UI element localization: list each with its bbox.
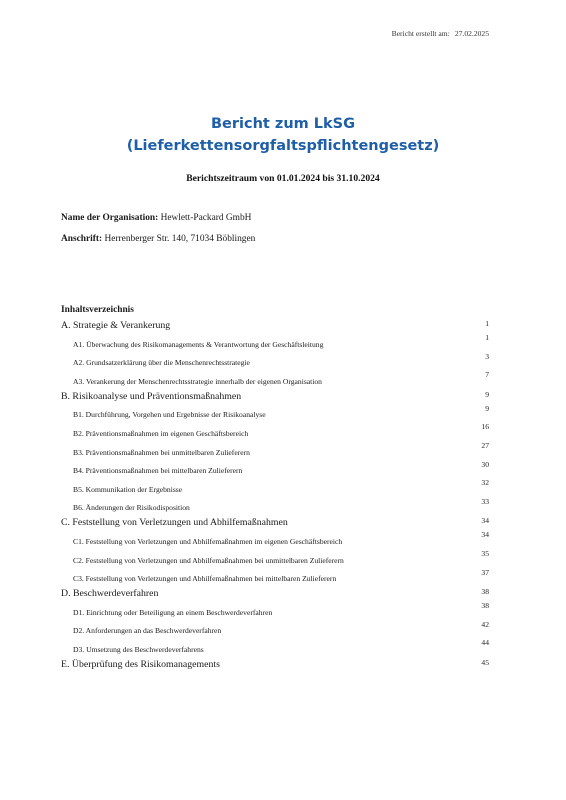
toc-entry-page-number: 42 xyxy=(481,619,489,629)
toc-entry-label: A2. Grundsatzerklärung über die Menschenrechtsstrategie xyxy=(73,358,250,368)
toc-title: Inhaltsverzeichnis xyxy=(61,305,134,315)
toc-subsection-entry[interactable] xyxy=(61,638,489,657)
toc-subsection-entry[interactable] xyxy=(61,478,489,497)
toc-subsection-entry[interactable] xyxy=(61,404,489,423)
toc-entry-label: B4. Präventionsmaßnahmen bei mittelbaren Zulieferern xyxy=(73,466,243,476)
toc-subsection-entry[interactable] xyxy=(61,441,489,460)
toc-entry-label: D2. Anforderungen an das Beschwerdeverfahren xyxy=(73,626,222,636)
toc-subsection-entry[interactable] xyxy=(61,549,489,568)
toc-entry-label: B2. Präventionsmaßnahmen im eigenen Geschäftsbereich xyxy=(73,428,249,438)
toc-entry-page-number: 32 xyxy=(481,478,489,488)
table-of-contents xyxy=(61,318,489,672)
toc-subsection-entry[interactable] xyxy=(61,601,489,620)
toc-entry-label: C2. Feststellung von Verletzungen und Abhilfemaßnahmen bei unmittelbaren Zulieferern xyxy=(73,555,344,565)
toc-entry-label: A1. Überwachung des Risikomanagements & Verantwortung der Geschäftsleitung xyxy=(73,339,324,349)
toc-entry-page-number: 35 xyxy=(481,548,489,558)
toc-entry-page-number: 9 xyxy=(485,403,489,413)
toc-entry-page-number: 1 xyxy=(485,333,489,342)
toc-entry-page-number: 34 xyxy=(481,516,489,526)
toc-subsection-entry[interactable] xyxy=(61,568,489,587)
report-created-value: 27.02.2025 xyxy=(454,29,489,38)
toc-entry-page-number: 30 xyxy=(481,459,489,469)
report-created-label: Bericht erstellt am: xyxy=(391,29,450,38)
toc-entry-label: D3. Umsetzung des Beschwerdeverfahrens xyxy=(73,644,204,654)
toc-entry-page-number: 33 xyxy=(481,496,489,506)
toc-entry-page-number: 7 xyxy=(485,370,489,380)
toc-entry-label: B. Risikoanalyse und Präventionsmaßnahmen xyxy=(61,390,242,402)
report-subtitle: (Lieferkettensorgfaltspflichtengesetz) xyxy=(126,138,440,154)
toc-entry-label: C3. Feststellung von Verletzungen und Abhilfemaßnahmen bei mittelbaren Zulieferern xyxy=(73,574,337,584)
toc-entry-label: B1. Durchführung, Vorgehen und Ergebnisse der Risikoanalyse xyxy=(73,410,266,420)
toc-subsection-entry[interactable] xyxy=(61,422,489,441)
toc-entry-label: B5. Kommunikation der Ergebnisse xyxy=(73,484,183,494)
toc-section-entry[interactable] xyxy=(61,586,489,601)
organization-name-value: Hewlett-Packard GmbH xyxy=(160,213,252,223)
toc-entry-page-number: 38 xyxy=(481,601,489,611)
toc-entry-page-number: 1 xyxy=(485,319,489,328)
toc-section-entry[interactable] xyxy=(61,318,489,333)
toc-entry-page-number: 9 xyxy=(485,389,489,399)
toc-subsection-entry[interactable] xyxy=(61,460,489,479)
toc-entry-label: C1. Feststellung von Verletzungen und Abhilfemaßnahmen im eigenen Geschäftsbereich xyxy=(73,536,343,546)
toc-subsection-entry[interactable] xyxy=(61,620,489,639)
toc-section-entry[interactable] xyxy=(61,515,489,530)
toc-entry-page-number: 45 xyxy=(481,657,489,667)
toc-subsection-entry[interactable] xyxy=(61,497,489,516)
report-title: Bericht zum LkSG xyxy=(210,116,356,132)
report-created-date xyxy=(392,29,489,38)
toc-subsection-entry[interactable] xyxy=(61,352,489,371)
organization-address-label: Anschrift: xyxy=(61,234,103,244)
toc-entry-label: C. Feststellung von Verletzungen und Abhilfemaßnahmen xyxy=(61,517,288,529)
toc-entry-page-number: 16 xyxy=(481,422,489,432)
toc-entry-label: B3. Präventionsmaßnahmen bei unmittelbaren Zulieferern xyxy=(73,447,250,457)
organization-name xyxy=(61,213,251,223)
toc-entry-label: A. Strategie & Verankerung xyxy=(61,320,171,331)
toc-entry-label: D. Beschwerdeverfahren xyxy=(61,588,159,600)
toc-section-entry[interactable] xyxy=(61,657,489,672)
toc-entry-page-number: 44 xyxy=(481,638,489,648)
toc-subsection-entry[interactable] xyxy=(61,333,489,352)
toc-entry-page-number: 3 xyxy=(485,351,489,361)
toc-entry-page-number: 34 xyxy=(481,530,489,540)
toc-entry-label: E. Überprüfung des Risikomanagements xyxy=(61,658,220,670)
organization-address-value: Herrenberger Str. 140, 71034 Böblingen xyxy=(104,234,256,244)
reporting-period: Berichtszeitraum von 01.01.2024 bis 31.10.2024 xyxy=(186,173,380,184)
toc-entry-label: B6. Änderungen der Risikodisposition xyxy=(73,503,190,513)
toc-entry-page-number: 37 xyxy=(481,567,489,577)
toc-entry-label: D1. Einrichtung oder Beteiligung an einem Beschwerdeverfahren xyxy=(73,607,273,617)
organization-name-label: Name der Organisation: xyxy=(61,213,159,223)
toc-subsection-entry[interactable] xyxy=(61,370,489,389)
toc-subsection-entry[interactable] xyxy=(61,530,489,549)
toc-entry-label: A3. Verankerung der Menschenrechtsstrategie innerhalb der eigenen Organisation xyxy=(73,376,322,386)
organization-address xyxy=(61,234,255,244)
toc-entry-page-number: 27 xyxy=(481,440,489,450)
toc-entry-page-number: 38 xyxy=(481,587,489,597)
toc-section-entry[interactable] xyxy=(61,389,489,404)
